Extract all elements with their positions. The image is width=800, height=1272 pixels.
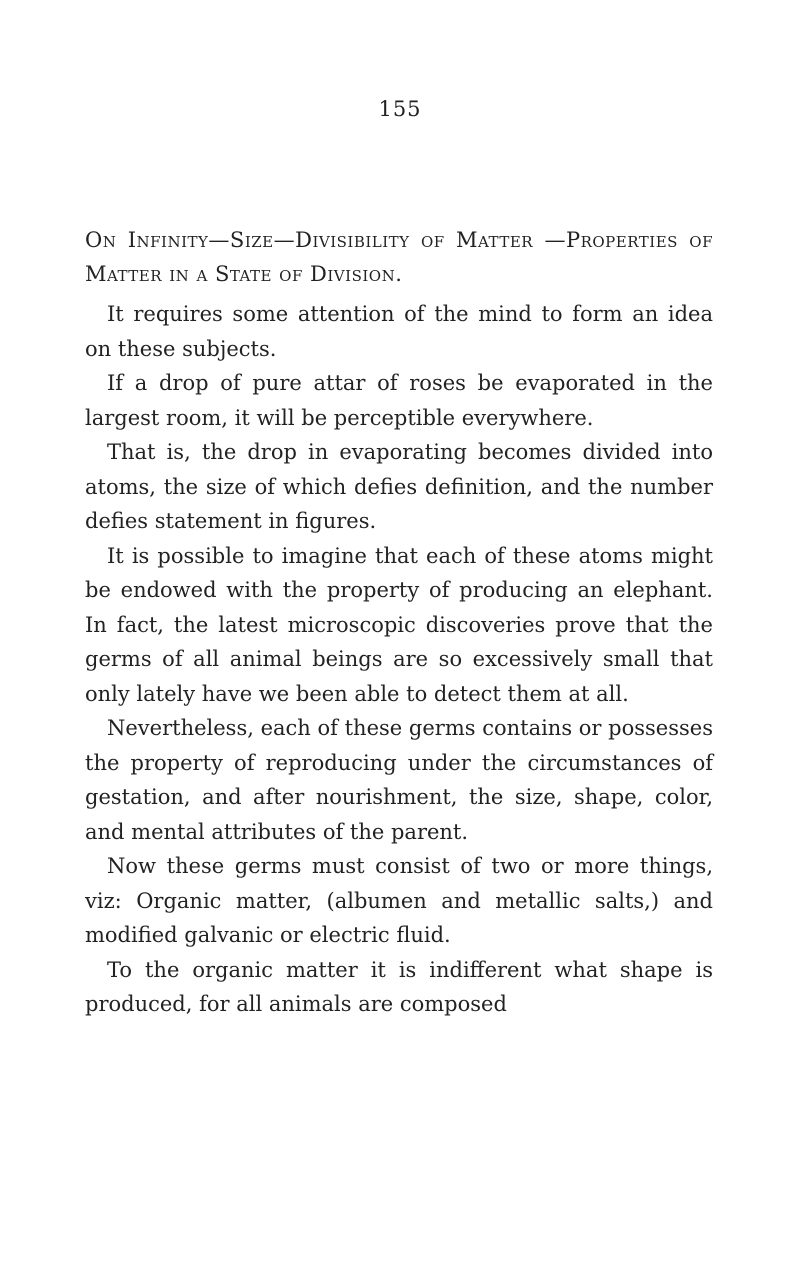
paragraph: If a drop of pure attar of roses be evaporated in the largest room, it will be perceptible everywhere. <box>85 371 713 430</box>
paragraph: Now these germs must consist of two or more things, viz: Organic matter, (albumen and metallic salts,) and modified galvanic or electric fluid. <box>85 854 713 947</box>
page-body <box>85 223 713 1022</box>
section-heading: On Infinity—Size—Divisibility of Matter —Properties of Matter in a State of Division. <box>85 228 713 286</box>
paragraph: It requires some attention of the mind to form an idea on these subjects. <box>85 302 713 361</box>
paragraph: That is, the drop in evaporating becomes divided into atoms, the size of which defies definition, and the number defies statement in figures. <box>85 440 713 533</box>
paragraph: It is possible to imagine that each of these atoms might be endowed with the property of producing an elephant. In fact, the latest microscopic discoveries prove that the germs of all animal beings are so excessively small that only lately have we been able to detect them at all. <box>85 543 713 706</box>
paragraph: To the organic matter it is indifferent what shape is produced, for all animals are composed <box>85 957 713 1016</box>
paragraph: Nevertheless, each of these germs contains or possesses the property of reproducing under the circumstances of gestation, and after nourishment, the size, shape, color, and mental attributes of the parent. <box>85 716 713 844</box>
page-number: 155 <box>378 97 422 121</box>
